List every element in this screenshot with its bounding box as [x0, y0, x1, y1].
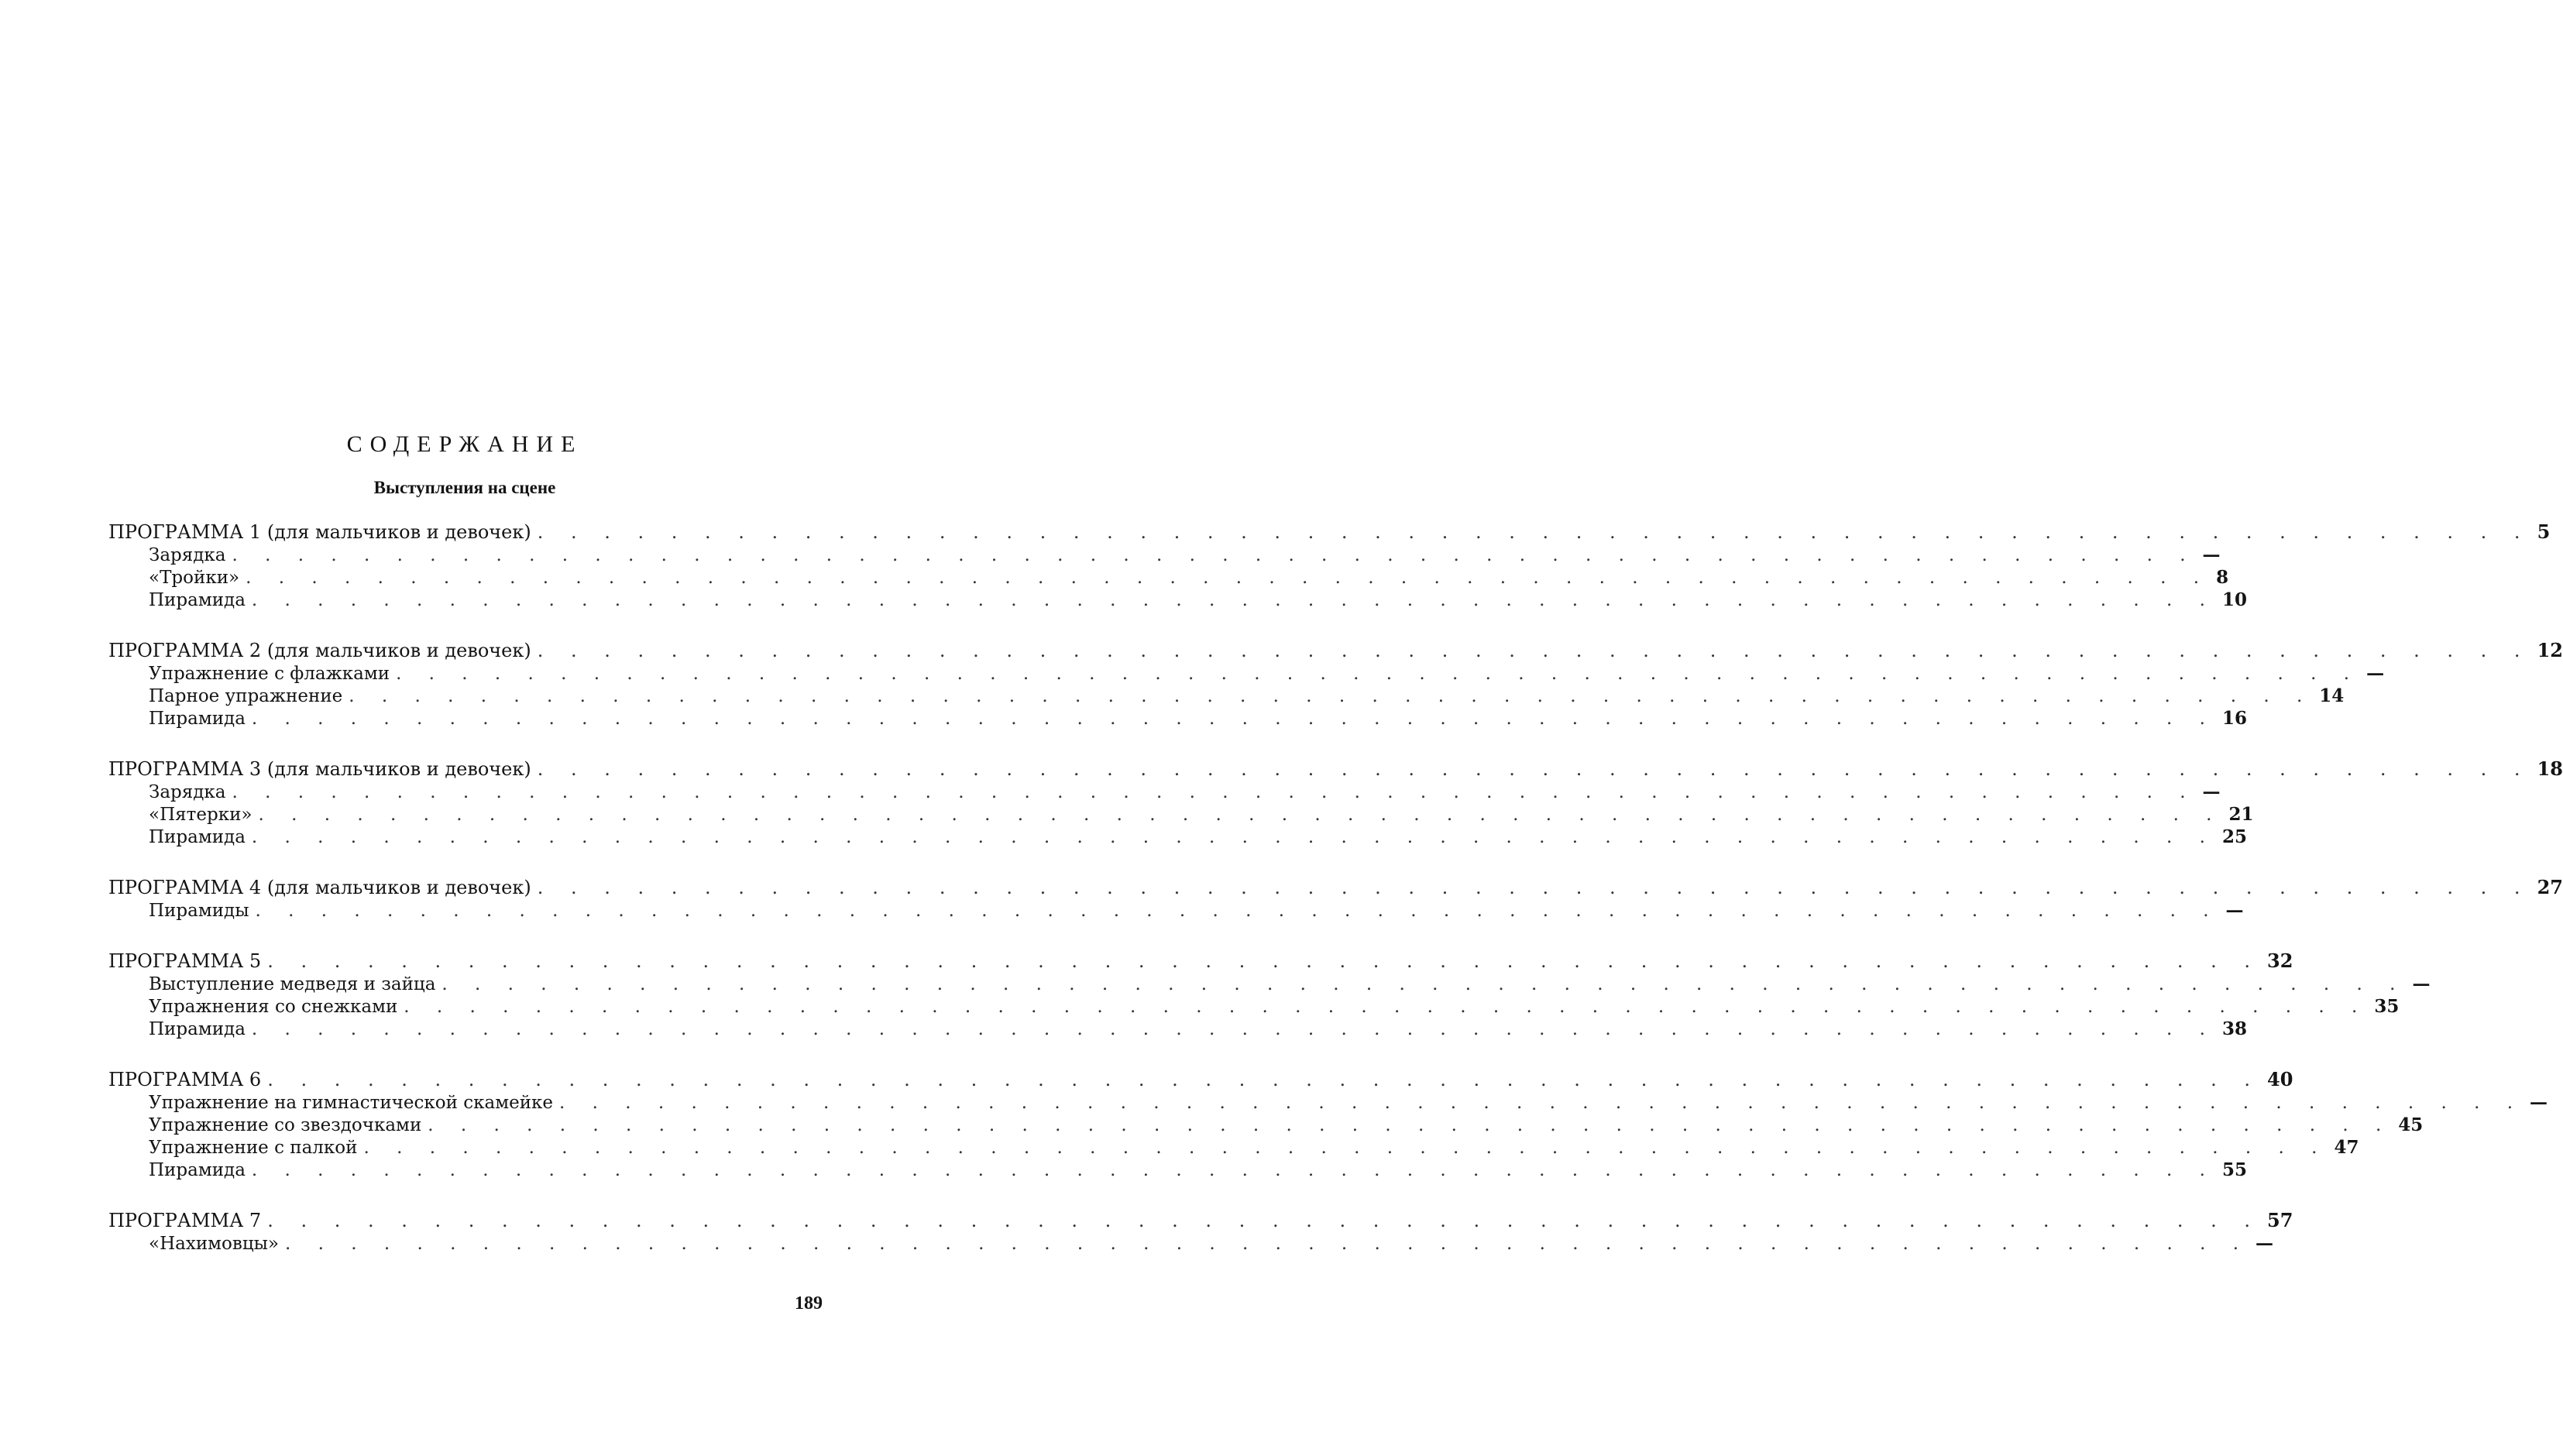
- toc-item-label: Зарядка: [149, 545, 226, 565]
- toc-program-row: [108, 1068, 2293, 1091]
- dot-leader: . . . . . . . . . . . . . . . . . . . . . . . . . . . . . . . . . . . . . . . . . . . . . . . . . . . . . . . . . . . .: [232, 545, 2197, 565]
- toc-program-group: [108, 757, 2563, 848]
- toc-item-row: [108, 803, 2254, 826]
- dot-leader: . . . . . . . . . . . . . . . . . . . . . . . . . . . . . . . . . . . . . . . . . . . . . . . . . . . . . . . . . . . .: [537, 758, 2531, 780]
- toc-program-page-number: 32: [2267, 949, 2293, 972]
- toc-program-page-number: 27: [2537, 876, 2563, 898]
- toc-item-row: [108, 662, 2385, 685]
- toc-program-row: [108, 639, 2563, 662]
- toc-item-row: [108, 1232, 2274, 1255]
- dot-leader: . . . . . . . . . . . . . . . . . . . . . . . . . . . . . . . . . . . . . . . . . . . . . . . . . . . . . . . . . . . .: [258, 805, 2223, 825]
- toc-item-row: [108, 1136, 2359, 1159]
- toc-item-label: Пирамида: [149, 590, 246, 610]
- toc-item-page-number: —: [2256, 1233, 2274, 1254]
- toc-item-row: [108, 1018, 2247, 1040]
- toc-item-page-number: —: [2202, 544, 2221, 565]
- toc-item-row: [108, 1114, 2424, 1136]
- toc-item-page-number: 47: [2334, 1137, 2359, 1158]
- toc-item-row: [108, 685, 2345, 707]
- dot-leader: . . . . . . . . . . . . . . . . . . . . . . . . . . . . . . . . . . . . . . . . . . . . . . . . . . . . . . . . . . . .: [428, 1115, 2393, 1135]
- table-of-contents: [108, 520, 2563, 1283]
- toc-program-label: ПРОГРАММА 6: [108, 1069, 262, 1090]
- toc-program-group: [108, 1209, 2293, 1255]
- dot-leader: . . . . . . . . . . . . . . . . . . . . . . . . . . . . . . . . . . . . . . . . . . . . . . . . . . . . . . . . . . . .: [363, 1138, 2328, 1158]
- toc-program-label: ПРОГРАММА 5: [108, 950, 262, 972]
- dot-leader: . . . . . . . . . . . . . . . . . . . . . . . . . . . . . . . . . . . . . . . . . . . . . . . . . . . . . . . . . . . .: [537, 521, 2531, 543]
- toc-item-page-number: 55: [2221, 1159, 2247, 1180]
- dot-leader: . . . . . . . . . . . . . . . . . . . . . . . . . . . . . . . . . . . . . . . . . . . . . . . . . . . . . . . . . . . .: [251, 1160, 2216, 1180]
- toc-item-row: [108, 995, 2400, 1018]
- toc-item-page-number: 45: [2398, 1114, 2424, 1135]
- dot-leader: . . . . . . . . . . . . . . . . . . . . . . . . . . . . . . . . . . . . . . . . . . . . . . . . . . . . . . . . . . . .: [396, 664, 2361, 684]
- toc-program-row: [108, 1209, 2293, 1232]
- dot-leader: . . . . . . . . . . . . . . . . . . . . . . . . . . . . . . . . . . . . . . . . . . . . . . . . . . . . . . . . . . . .: [246, 568, 2211, 588]
- dot-leader: . . . . . . . . . . . . . . . . . . . . . . . . . . . . . . . . . . . . . . . . . . . . . . . . . . . . . . . . . . . .: [267, 950, 2262, 972]
- toc-item-page-number: —: [2412, 974, 2431, 994]
- toc-item-page-number: —: [2202, 781, 2221, 802]
- dot-leader: . . . . . . . . . . . . . . . . . . . . . . . . . . . . . . . . . . . . . . . . . . . . . . . . . . . . . . . . . . . .: [267, 1210, 2262, 1231]
- toc-item-page-number: —: [2225, 900, 2244, 921]
- toc-item-label: «Тройки»: [149, 568, 240, 588]
- toc-item-label: «Нахимовцы»: [149, 1234, 279, 1254]
- toc-item-label: Пирамида: [149, 1160, 246, 1180]
- toc-program-group: [108, 639, 2563, 730]
- toc-item-label: Выступление медведя и зайца: [149, 974, 436, 994]
- dot-leader: . . . . . . . . . . . . . . . . . . . . . . . . . . . . . . . . . . . . . . . . . . . . . . . . . . . . . . . . . . . .: [251, 827, 2216, 847]
- toc-item-page-number: —: [2366, 663, 2385, 684]
- toc-item-label: Упражнения со снежками: [149, 997, 398, 1017]
- toc-item-label: Упражнение на гимнастической скамейке: [149, 1093, 554, 1113]
- toc-item-label: Парное упражнение: [149, 686, 343, 706]
- toc-program-row: [108, 949, 2293, 973]
- dot-leader: . . . . . . . . . . . . . . . . . . . . . . . . . . . . . . . . . . . . . . . . . . . . . . . . . . . . . . . . . . . .: [255, 901, 2220, 921]
- dot-leader: . . . . . . . . . . . . . . . . . . . . . . . . . . . . . . . . . . . . . . . . . . . . . . . . . . . . . . . . . . . .: [251, 590, 2216, 610]
- toc-program-page-number: 18: [2537, 757, 2563, 780]
- dot-leader: . . . . . . . . . . . . . . . . . . . . . . . . . . . . . . . . . . . . . . . . . . . . . . . . . . . . . . . . . . . .: [349, 686, 2314, 706]
- toc-program-group: [108, 876, 2563, 922]
- toc-item-label: Пирамида: [149, 1019, 246, 1039]
- toc-item-label: Пирамида: [149, 827, 246, 847]
- toc-item-row: [108, 566, 2229, 589]
- toc-program-group: [108, 1068, 2548, 1181]
- toc-item-row: [108, 707, 2247, 730]
- toc-program-group: [108, 520, 2551, 611]
- toc-program-row: [108, 520, 2551, 544]
- toc-program-row: [108, 757, 2563, 781]
- toc-program-page-number: 57: [2267, 1209, 2293, 1231]
- dot-leader: . . . . . . . . . . . . . . . . . . . . . . . . . . . . . . . . . . . . . . . . . . . . . . . . . . . . . . . . . . . .: [285, 1234, 2250, 1254]
- toc-item-page-number: —: [2530, 1092, 2548, 1113]
- toc-item-row: [108, 899, 2244, 922]
- dot-leader: . . . . . . . . . . . . . . . . . . . . . . . . . . . . . . . . . . . . . . . . . . . . . . . . . . . . . . . . . . . .: [441, 974, 2407, 994]
- toc-program-row: [108, 876, 2563, 899]
- toc-item-label: Упражнение с палкой: [149, 1138, 358, 1158]
- section-title: Выступления на сцене: [373, 478, 556, 497]
- toc-program-label: ПРОГРАММА 4 (для мальчиков и девочек): [108, 877, 531, 898]
- toc-item-page-number: 35: [2374, 996, 2400, 1017]
- toc-item-label: Зарядка: [149, 782, 226, 802]
- dot-leader: . . . . . . . . . . . . . . . . . . . . . . . . . . . . . . . . . . . . . . . . . . . . . . . . . . . . . . . . . . . .: [559, 1093, 2524, 1113]
- toc-program-group: [108, 949, 2431, 1040]
- toc-item-page-number: 8: [2216, 567, 2229, 588]
- toc-item-page-number: 14: [2319, 685, 2345, 706]
- dot-leader: . . . . . . . . . . . . . . . . . . . . . . . . . . . . . . . . . . . . . . . . . . . . . . . . . . . . . . . . . . . .: [404, 997, 2369, 1017]
- toc-item-label: Пирамида: [149, 709, 246, 729]
- toc-item-page-number: 25: [2221, 826, 2247, 847]
- dot-leader: . . . . . . . . . . . . . . . . . . . . . . . . . . . . . . . . . . . . . . . . . . . . . . . . . . . . . . . . . . . .: [251, 709, 2216, 729]
- toc-item-row: [108, 781, 2221, 803]
- toc-item-label: Пирамиды: [149, 901, 249, 921]
- dot-leader: . . . . . . . . . . . . . . . . . . . . . . . . . . . . . . . . . . . . . . . . . . . . . . . . . . . . . . . . . . . .: [537, 877, 2531, 898]
- toc-item-page-number: 21: [2228, 804, 2254, 825]
- toc-item-row: [108, 1159, 2247, 1181]
- toc-item-page-number: 38: [2221, 1018, 2247, 1039]
- toc-program-label: ПРОГРАММА 2 (для мальчиков и девочек): [108, 640, 531, 661]
- page-title: СОДЕРЖАНИЕ: [346, 431, 583, 457]
- dot-leader: . . . . . . . . . . . . . . . . . . . . . . . . . . . . . . . . . . . . . . . . . . . . . . . . . . . . . . . . . . . .: [251, 1019, 2216, 1039]
- toc-item-row: [108, 544, 2221, 566]
- dot-leader: . . . . . . . . . . . . . . . . . . . . . . . . . . . . . . . . . . . . . . . . . . . . . . . . . . . . . . . . . . . .: [537, 640, 2531, 661]
- toc-item-label: Упражнение с флажками: [149, 664, 390, 684]
- toc-item-label: «Пятерки»: [149, 805, 253, 825]
- toc-item-row: [108, 973, 2431, 995]
- toc-item-page-number: 16: [2221, 708, 2247, 729]
- toc-item-row: [108, 1091, 2548, 1114]
- toc-program-page-number: 5: [2537, 520, 2551, 543]
- toc-item-label: Упражнение со звездочками: [149, 1115, 422, 1135]
- dot-leader: . . . . . . . . . . . . . . . . . . . . . . . . . . . . . . . . . . . . . . . . . . . . . . . . . . . . . . . . . . . .: [267, 1069, 2262, 1090]
- toc-item-page-number: 10: [2221, 589, 2247, 610]
- page-number: 189: [795, 1293, 823, 1313]
- toc-program-page-number: 40: [2267, 1068, 2293, 1090]
- toc-program-label: ПРОГРАММА 3 (для мальчиков и девочек): [108, 758, 531, 780]
- dot-leader: . . . . . . . . . . . . . . . . . . . . . . . . . . . . . . . . . . . . . . . . . . . . . . . . . . . . . . . . . . . .: [232, 782, 2197, 802]
- toc-program-page-number: 12: [2537, 639, 2563, 661]
- toc-item-row: [108, 589, 2247, 611]
- toc-program-label: ПРОГРАММА 1 (для мальчиков и девочек): [108, 521, 531, 543]
- toc-program-label: ПРОГРАММА 7: [108, 1210, 262, 1231]
- toc-item-row: [108, 826, 2247, 848]
